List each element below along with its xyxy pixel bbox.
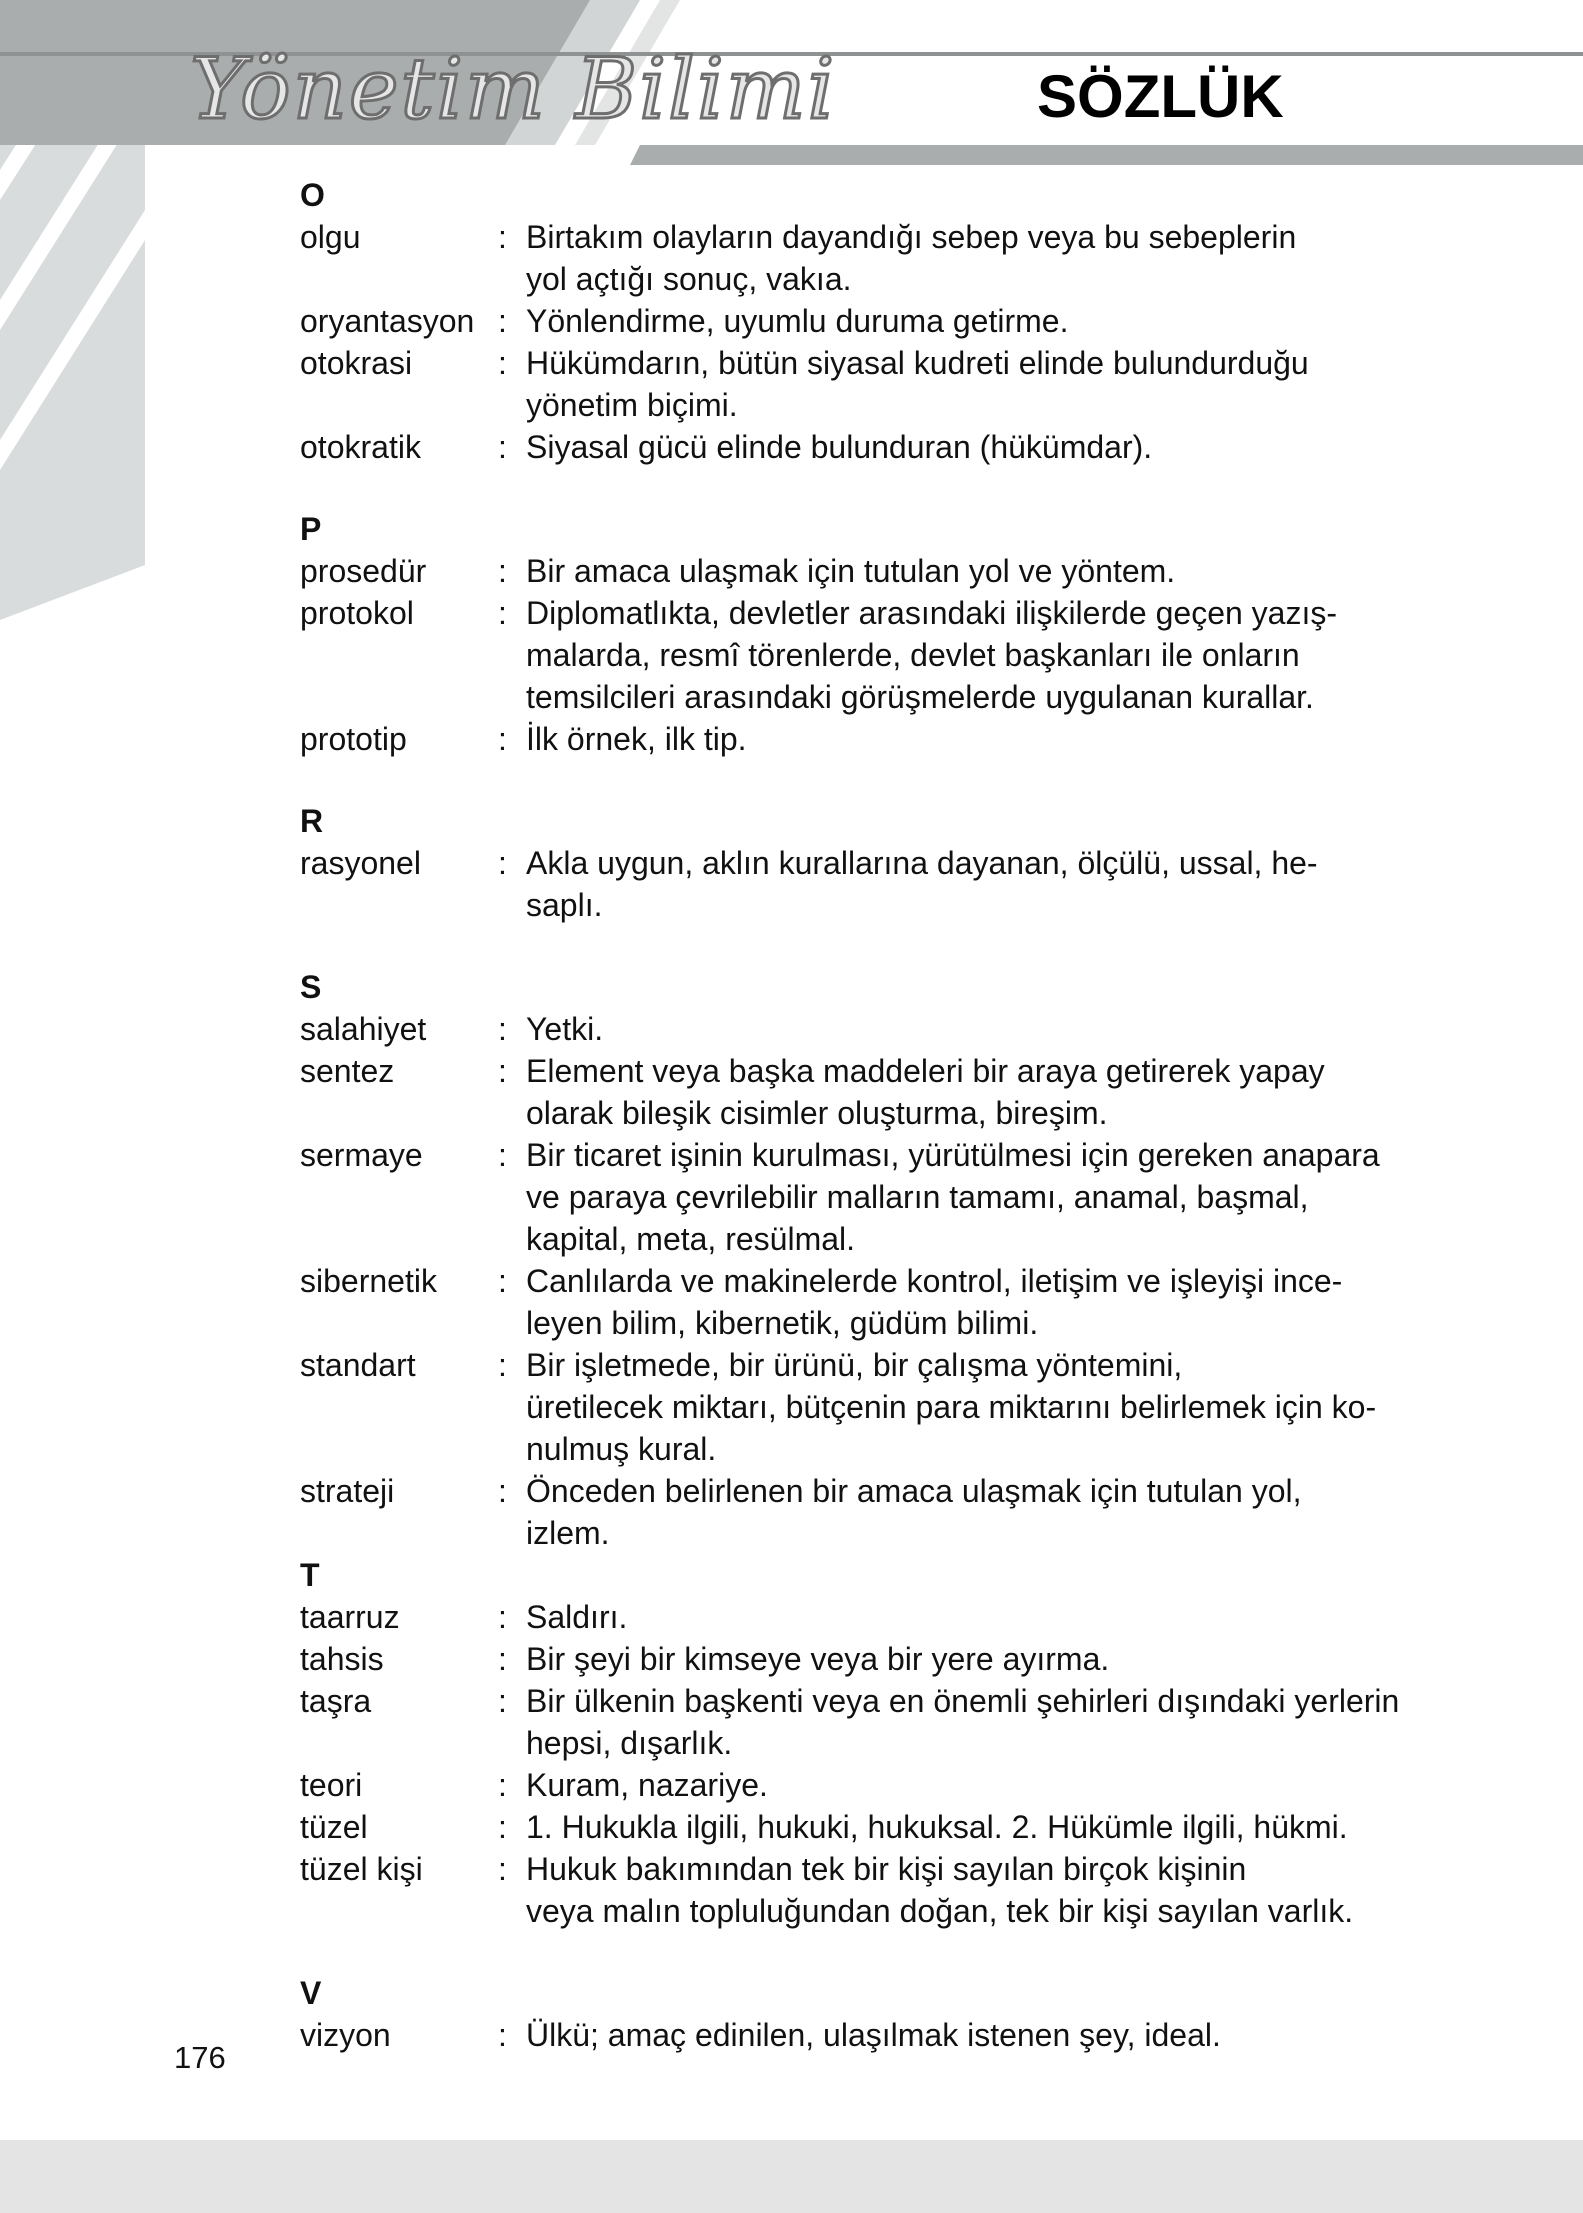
glossary-entry — [300, 216, 1460, 300]
entry-definition — [526, 1344, 1460, 1470]
definition-line: Bir ticaret işinin kurulması, yürütülmesi için gereken anapara — [526, 1137, 1380, 1173]
definition-line: Akla uygun, aklın kurallarına dayanan, ölçülü, ussal, he- — [526, 845, 1318, 881]
entry-term: sibernetik — [300, 1263, 437, 1299]
definition-line: veya malın topluluğundan doğan, tek bir kişi sayılan varlık. — [526, 1893, 1354, 1929]
definition-line: Element veya başka maddeleri bir araya getirerek yapay — [526, 1053, 1325, 1089]
definition-line: ve paraya çevrilebilir malların tamamı, anamal, başmal, — [526, 1179, 1309, 1215]
section-letter: R — [300, 803, 324, 839]
footer-band — [0, 2140, 1583, 2213]
entry-term: otokrasi — [300, 345, 413, 381]
entry-colon: : — [498, 219, 507, 255]
entry-colon: : — [498, 2017, 507, 2053]
glossary-entry — [300, 1470, 1460, 1554]
glossary-entry — [300, 426, 1460, 468]
glossary-section — [300, 174, 1460, 468]
entry-definition — [526, 1596, 1460, 1638]
entry-term: taşra — [300, 1683, 372, 1719]
entry-term: prosedür — [300, 553, 427, 589]
entry-colon: : — [498, 1137, 507, 1173]
glossary-entry — [300, 342, 1460, 426]
definition-line: Bir işletmede, bir ürünü, bir çalışma yöntemini, — [526, 1347, 1183, 1383]
definition-line: Ülkü; amaç edinilen, ulaşılmak istenen şey, ideal. — [526, 2017, 1221, 2053]
definition-line: malarda, resmî törenlerde, devlet başkanları ile onların — [526, 637, 1300, 673]
entry-definition — [526, 1050, 1460, 1134]
brand-logo-text: Yönetim Bilimi — [190, 40, 837, 138]
entry-term: teori — [300, 1767, 363, 1803]
entry-term: taarruz — [300, 1599, 400, 1635]
glossary-entry — [300, 1260, 1460, 1344]
glossary-entry — [300, 1344, 1460, 1470]
glossary-entry — [300, 1848, 1460, 1932]
entry-colon: : — [498, 1641, 507, 1677]
section-letter: P — [300, 511, 322, 547]
definition-line: Siyasal gücü elinde bulunduran (hükümdar). — [526, 429, 1153, 465]
glossary-entry — [300, 1134, 1460, 1260]
glossary-section — [300, 1972, 1460, 2056]
entry-colon: : — [498, 553, 507, 589]
entry-definition — [526, 342, 1460, 426]
glossary-entry — [300, 1596, 1460, 1638]
glossary-entry — [300, 1050, 1460, 1134]
definition-line: hepsi, dışarlık. — [526, 1725, 733, 1761]
entry-definition — [526, 216, 1460, 300]
definition-line: 1. Hukukla ilgili, hukuki, hukuksal. 2. Hükümle ilgili, hükmi. — [526, 1809, 1348, 1845]
page-number: 176 — [174, 2040, 226, 2075]
definition-line: Canlılarda ve makinelerde kontrol, iletişim ve işleyişi ince- — [526, 1263, 1343, 1299]
entry-term: sermaye — [300, 1137, 423, 1173]
entry-term: oryantasyon — [300, 303, 475, 339]
entry-colon: : — [498, 1683, 507, 1719]
entry-colon: : — [498, 1767, 507, 1803]
entry-definition — [526, 1260, 1460, 1344]
entry-definition — [526, 1638, 1460, 1680]
entry-term: tüzel — [300, 1809, 368, 1845]
glossary-entry — [300, 550, 1460, 592]
section-letter: V — [300, 1975, 322, 2011]
glossary-entry — [300, 592, 1460, 718]
glossary-section — [300, 966, 1460, 1554]
definition-line: Bir amaca ulaşmak için tutulan yol ve yöntem. — [526, 553, 1176, 589]
definition-line: saplı. — [526, 887, 603, 923]
entry-term: salahiyet — [300, 1011, 427, 1047]
definition-line: olarak bileşik cisimler oluşturma, bireşim. — [526, 1095, 1108, 1131]
glossary-entry — [300, 718, 1460, 760]
glossary-entry — [300, 1680, 1460, 1764]
section-letter: S — [300, 969, 322, 1005]
glossary-entry — [300, 1764, 1460, 1806]
entry-term: olgu — [300, 219, 361, 255]
entry-term: vizyon — [300, 2017, 391, 2053]
definition-line: kapital, meta, resülmal. — [526, 1221, 856, 1257]
entry-term: prototip — [300, 721, 407, 757]
entry-definition — [526, 1470, 1460, 1554]
page-title: SÖZLÜK — [1037, 63, 1284, 130]
glossary-entry — [300, 2014, 1460, 2056]
definition-line: Yönlendirme, uyumlu duruma getirme. — [526, 303, 1069, 339]
entry-definition — [526, 1680, 1460, 1764]
entry-colon: : — [498, 1599, 507, 1635]
entry-colon: : — [498, 721, 507, 757]
entry-definition — [526, 718, 1460, 760]
definition-line: Bir şeyi bir kimseye veya bir yere ayırma. — [526, 1641, 1110, 1677]
entry-colon: : — [498, 1809, 507, 1845]
glossary-entry — [300, 1806, 1460, 1848]
entry-definition — [526, 1806, 1460, 1848]
definition-line: Önceden belirlenen bir amaca ulaşmak için tutulan yol, — [526, 1473, 1302, 1509]
section-letter: T — [300, 1557, 320, 1593]
definition-line: Yetki. — [526, 1011, 604, 1047]
entry-definition — [526, 1848, 1460, 1932]
entry-definition — [526, 300, 1460, 342]
entry-colon: : — [498, 1053, 507, 1089]
definition-line: Saldırı. — [526, 1599, 628, 1635]
entry-term: otokratik — [300, 429, 421, 465]
definition-line: izlem. — [526, 1515, 610, 1551]
definition-line: Kuram, nazariye. — [526, 1767, 768, 1803]
definition-line: Birtakım olayların dayandığı sebep veya bu sebeplerin — [526, 219, 1297, 255]
right-bar — [630, 145, 1583, 165]
entry-term: sentez — [300, 1053, 395, 1089]
definition-line: üretilecek miktarı, bütçenin para miktarını belirlemek için ko- — [526, 1389, 1377, 1425]
glossary-section — [300, 508, 1460, 760]
entry-colon: : — [498, 1851, 507, 1887]
definition-line: yol açtığı sonuç, vakıa. — [526, 261, 852, 297]
glossary-section — [300, 800, 1460, 926]
definition-line: temsilcileri arasındaki görüşmelerde uygulanan kurallar. — [526, 679, 1314, 715]
glossary-entry — [300, 1008, 1460, 1050]
entry-colon: : — [498, 429, 507, 465]
entry-definition — [526, 1134, 1460, 1260]
definition-line: yönetim biçimi. — [526, 387, 738, 423]
entry-definition — [526, 1008, 1460, 1050]
entry-colon: : — [498, 1263, 507, 1299]
entry-definition — [526, 842, 1460, 926]
entry-colon: : — [498, 1347, 507, 1383]
entry-colon: : — [498, 1011, 507, 1047]
section-letter: O — [300, 177, 325, 213]
entry-term: standart — [300, 1347, 416, 1383]
entry-definition — [526, 1764, 1460, 1806]
entry-term: tüzel kişi — [300, 1851, 423, 1887]
entry-definition — [526, 550, 1460, 592]
definition-line: nulmuş kural. — [526, 1431, 717, 1467]
entry-definition — [526, 2014, 1460, 2056]
definition-line: Hukuk bakımından tek bir kişi sayılan birçok kişinin — [526, 1851, 1247, 1887]
glossary-section — [300, 1554, 1460, 1932]
entry-colon: : — [498, 845, 507, 881]
entry-definition — [526, 592, 1460, 718]
glossary-entry — [300, 1638, 1460, 1680]
definition-line: İlk örnek, ilk tip. — [526, 721, 747, 757]
entry-term: protokol — [300, 595, 414, 631]
entry-term: strateji — [300, 1473, 395, 1509]
definition-line: Bir ülkenin başkenti veya en önemli şehirleri dışındaki yerlerin — [526, 1683, 1400, 1719]
definition-line: Hükümdarın, bütün siyasal kudreti elinde bulundurduğu — [526, 345, 1309, 381]
glossary — [300, 174, 1460, 2056]
definition-line: Diplomatlıkta, devletler arasındaki ilişkilerde geçen yazış- — [526, 595, 1338, 631]
entry-colon: : — [498, 303, 507, 339]
entry-colon: : — [498, 345, 507, 381]
entry-colon: : — [498, 1473, 507, 1509]
entry-definition — [526, 426, 1460, 468]
glossary-entry — [300, 842, 1460, 926]
definition-line: leyen bilim, kibernetik, güdüm bilimi. — [526, 1305, 1039, 1341]
entry-term: tahsis — [300, 1641, 384, 1677]
entry-colon: : — [498, 595, 507, 631]
glossary-entry — [300, 300, 1460, 342]
entry-term: rasyonel — [300, 845, 421, 881]
